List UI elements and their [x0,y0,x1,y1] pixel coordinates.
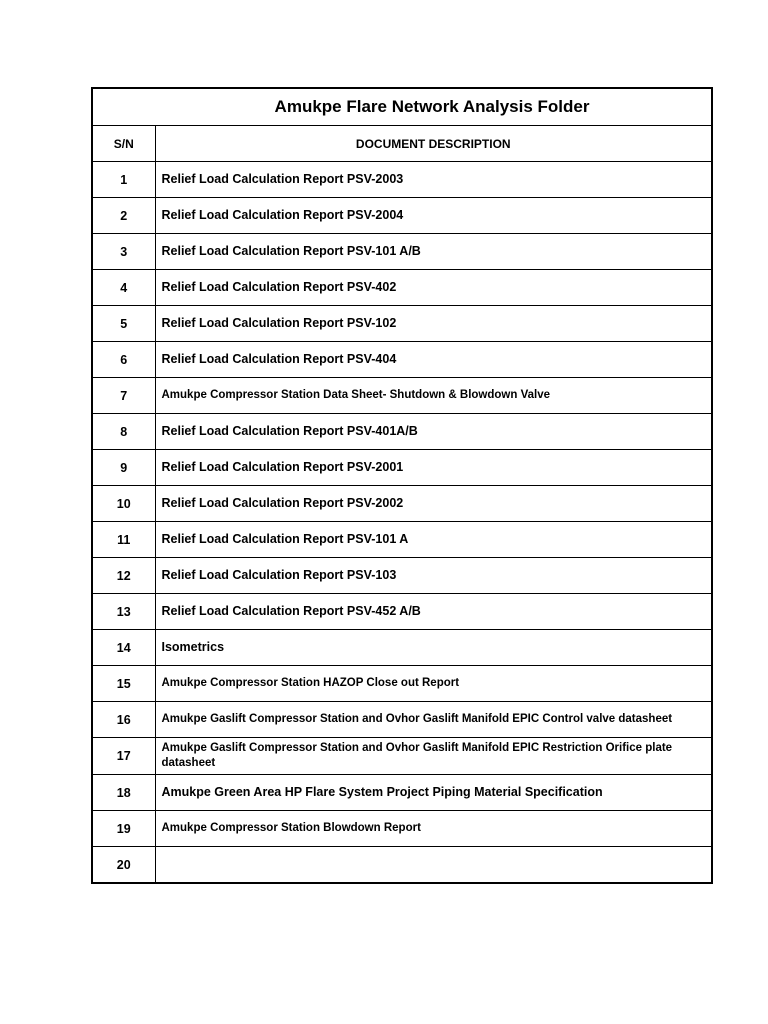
row-serial-number: 12 [92,558,155,594]
row-document-description: Relief Load Calculation Report PSV-101 A/B [155,234,712,270]
table-row [92,847,712,884]
row-serial-number: 19 [92,811,155,847]
table-row [92,522,712,558]
table-row [92,306,712,342]
table-row [92,486,712,522]
table-row [92,162,712,198]
row-document-description: Relief Load Calculation Report PSV-2004 [155,198,712,234]
row-document-description: Relief Load Calculation Report PSV-102 [155,306,712,342]
row-document-description: Relief Load Calculation Report PSV-2002 [155,486,712,522]
table-row [92,270,712,306]
row-document-description: Relief Load Calculation Report PSV-101 A [155,522,712,558]
table-row [92,594,712,630]
sn-column-header: S/N [92,126,155,162]
row-serial-number: 17 [92,738,155,775]
row-serial-number: 15 [92,666,155,702]
row-serial-number: 10 [92,486,155,522]
row-serial-number: 1 [92,162,155,198]
table-row [92,558,712,594]
row-document-description: Amukpe Gaslift Compressor Station and Ovhor Gaslift Manifold EPIC Restriction Orifice plate datasheet [155,738,712,775]
row-serial-number: 3 [92,234,155,270]
row-document-description: Relief Load Calculation Report PSV-452 A/B [155,594,712,630]
row-document-description: Relief Load Calculation Report PSV-2001 [155,450,712,486]
table-row [92,450,712,486]
table-body [92,162,712,884]
row-serial-number: 13 [92,594,155,630]
page-title: Amukpe Flare Network Analysis Folder [92,88,712,126]
row-serial-number: 5 [92,306,155,342]
table-row [92,738,712,775]
row-document-description: Amukpe Compressor Station Blowdown Report [155,811,712,847]
row-document-description: Relief Load Calculation Report PSV-2003 [155,162,712,198]
row-document-description: Relief Load Calculation Report PSV-401A/B [155,414,712,450]
row-serial-number: 14 [92,630,155,666]
table-row [92,198,712,234]
table-row [92,234,712,270]
row-document-description: Relief Load Calculation Report PSV-103 [155,558,712,594]
row-document-description: Amukpe Compressor Station HAZOP Close out Report [155,666,712,702]
table-row [92,775,712,811]
row-serial-number: 2 [92,198,155,234]
row-document-description [155,847,712,884]
table-row [92,414,712,450]
row-serial-number: 16 [92,702,155,738]
row-serial-number: 8 [92,414,155,450]
header-row [92,126,712,162]
row-serial-number: 7 [92,378,155,414]
title-row [92,88,712,126]
table-row [92,378,712,414]
row-document-description: Relief Load Calculation Report PSV-404 [155,342,712,378]
table-row [92,630,712,666]
description-column-header: DOCUMENT DESCRIPTION [155,126,712,162]
table-row [92,666,712,702]
row-serial-number: 4 [92,270,155,306]
table-row [92,811,712,847]
row-document-description: Amukpe Gaslift Compressor Station and Ovhor Gaslift Manifold EPIC Control valve datasheet [155,702,712,738]
row-document-description: Amukpe Green Area HP Flare System Project Piping Material Specification [155,775,712,811]
row-serial-number: 9 [92,450,155,486]
row-serial-number: 18 [92,775,155,811]
table-row [92,342,712,378]
table-row [92,702,712,738]
document-index-table [91,87,713,884]
row-serial-number: 6 [92,342,155,378]
row-serial-number: 20 [92,847,155,884]
row-document-description: Isometrics [155,630,712,666]
row-document-description: Amukpe Compressor Station Data Sheet- Shutdown & Blowdown Valve [155,378,712,414]
row-serial-number: 11 [92,522,155,558]
row-document-description: Relief Load Calculation Report PSV-402 [155,270,712,306]
